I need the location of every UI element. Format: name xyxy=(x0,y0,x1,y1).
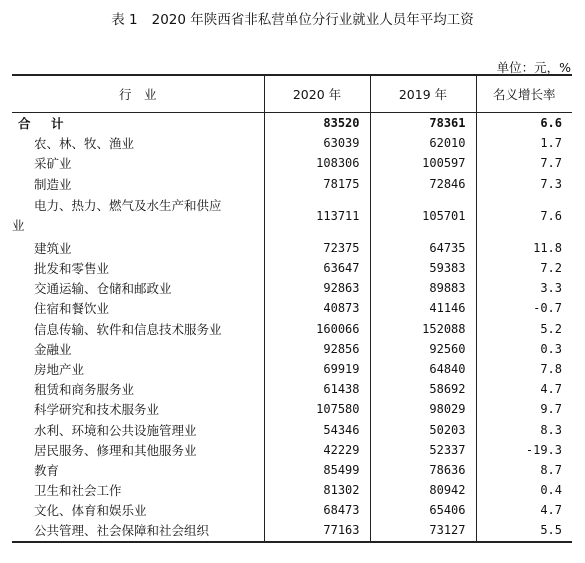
value-2019: 62010 xyxy=(370,133,476,153)
total-row xyxy=(12,113,572,134)
table-row xyxy=(12,298,572,318)
value-2020: 40873 xyxy=(264,298,370,318)
industry-cell: 卫生和社会工作 xyxy=(12,480,264,500)
industry-cell: 教育 xyxy=(12,460,264,480)
value-2019: 50203 xyxy=(370,419,476,439)
total-2020: 83520 xyxy=(264,113,370,134)
industry-cell: 水利、环境和公共设施管理业 xyxy=(12,419,264,439)
growth-rate: -0.7 xyxy=(533,301,562,316)
value-2020: 81302 xyxy=(264,480,370,500)
value-2019: 105701 xyxy=(370,194,476,238)
header-industry: 行 业 xyxy=(12,75,264,113)
table-title xyxy=(0,8,585,28)
growth-rate: 0.3 xyxy=(540,341,562,356)
table-row xyxy=(12,238,572,258)
growth-rate: 7.3 xyxy=(540,176,562,191)
industry-cell: 住宿和餐饮业 xyxy=(12,298,264,318)
header-2019: 2019 年 xyxy=(370,75,476,113)
table-row xyxy=(12,440,572,460)
value-2019: 100597 xyxy=(370,153,476,173)
value-2020: 72375 xyxy=(264,238,370,258)
growth-rate: 5.2 xyxy=(540,321,562,336)
value-2020: 92856 xyxy=(264,339,370,359)
table-row xyxy=(12,133,572,153)
value-2020: 160066 xyxy=(264,319,370,339)
industry-line-1: 电力、热力、燃气及水生产和供应 xyxy=(34,197,222,213)
industry-cell: 信息传输、软件和信息技术服务业 xyxy=(12,319,264,339)
value-2019: 64840 xyxy=(370,359,476,379)
growth-rate: 7.2 xyxy=(540,261,562,276)
unit-note: 单位：元，% xyxy=(496,60,571,75)
value-2020: 92863 xyxy=(264,278,370,298)
total-growth: 6.6 xyxy=(540,116,562,131)
value-2019: 98029 xyxy=(370,399,476,419)
industry-cell: 居民服务、修理和其他服务业 xyxy=(12,440,264,460)
value-2019: 80942 xyxy=(370,480,476,500)
table-row xyxy=(12,278,572,298)
table-title-text: 2020 年陕西省非私营单位分行业就业人员年平均工资 xyxy=(151,12,474,28)
growth-rate: 3.3 xyxy=(540,281,562,296)
industry-cell: 交通运输、仓储和邮政业 xyxy=(12,278,264,298)
table-row xyxy=(12,460,572,480)
industry-cell: 租赁和商务服务业 xyxy=(12,379,264,399)
table-row xyxy=(12,419,572,439)
header-row xyxy=(12,75,572,113)
industry-cell: 批发和零售业 xyxy=(12,258,264,278)
growth-rate: 7.6 xyxy=(540,208,562,223)
growth-rate: 0.4 xyxy=(540,483,562,498)
table-row xyxy=(12,480,572,500)
value-2020: 68473 xyxy=(264,500,370,520)
value-2020: 107580 xyxy=(264,399,370,419)
growth-rate: 8.3 xyxy=(540,422,562,437)
industry-cell xyxy=(12,194,264,238)
industry-cell: 采矿业 xyxy=(12,153,264,173)
value-2020: 63647 xyxy=(264,258,370,278)
table-number: 表 1 xyxy=(111,12,138,28)
growth-rate: 8.7 xyxy=(540,462,562,477)
value-2019: 92560 xyxy=(370,339,476,359)
value-2019: 64735 xyxy=(370,238,476,258)
growth-rate: 4.7 xyxy=(540,382,562,397)
table-row xyxy=(12,339,572,359)
value-2020: 54346 xyxy=(264,419,370,439)
total-2019: 78361 xyxy=(370,113,476,134)
value-2020: 69919 xyxy=(264,359,370,379)
value-2020: 42229 xyxy=(264,440,370,460)
value-2020: 108306 xyxy=(264,153,370,173)
wage-table xyxy=(12,74,572,543)
growth-rate: 11.8 xyxy=(533,240,562,255)
table-row xyxy=(12,319,572,339)
industry-cell: 公共管理、社会保障和社会组织 xyxy=(12,520,264,541)
header-growth: 名义增长率 xyxy=(476,75,572,113)
value-2020: 78175 xyxy=(264,174,370,194)
growth-rate: 9.7 xyxy=(540,402,562,417)
value-2019: 73127 xyxy=(370,520,476,541)
growth-rate: 4.7 xyxy=(540,503,562,518)
table-row xyxy=(12,258,572,278)
value-2019: 41146 xyxy=(370,298,476,318)
table-row xyxy=(12,379,572,399)
table-row xyxy=(12,399,572,419)
industry-cell: 文化、体育和娱乐业 xyxy=(12,500,264,520)
table-row xyxy=(12,174,572,194)
industry-line-2: 业 xyxy=(12,217,25,233)
value-2019: 65406 xyxy=(370,500,476,520)
table-row xyxy=(12,500,572,520)
industry-cell: 建筑业 xyxy=(12,238,264,258)
industry-cell: 房地产业 xyxy=(12,359,264,379)
growth-rate: 5.5 xyxy=(476,520,572,541)
value-2020: 113711 xyxy=(264,194,370,238)
table-row xyxy=(12,520,572,541)
value-2020: 77163 xyxy=(264,520,370,541)
value-2020: 63039 xyxy=(264,133,370,153)
industry-cell: 科学研究和技术服务业 xyxy=(12,399,264,419)
growth-rate: 7.8 xyxy=(540,361,562,376)
value-2020: 61438 xyxy=(264,379,370,399)
total-label: 合 计 xyxy=(12,113,264,134)
value-2020: 85499 xyxy=(264,460,370,480)
value-2019: 89883 xyxy=(370,278,476,298)
growth-rate: -19.3 xyxy=(525,442,562,457)
table-row xyxy=(12,359,572,379)
table-row xyxy=(12,153,572,173)
growth-rate: 7.7 xyxy=(540,156,562,171)
value-2019: 58692 xyxy=(370,379,476,399)
industry-cell: 农、林、牧、渔业 xyxy=(12,133,264,153)
growth-rate: 1.7 xyxy=(540,136,562,151)
table-row xyxy=(12,194,572,238)
value-2019: 72846 xyxy=(370,174,476,194)
value-2019: 152088 xyxy=(370,319,476,339)
header-2020: 2020 年 xyxy=(264,75,370,113)
value-2019: 59383 xyxy=(370,258,476,278)
value-2019: 78636 xyxy=(370,460,476,480)
industry-cell: 制造业 xyxy=(12,174,264,194)
industry-cell: 金融业 xyxy=(12,339,264,359)
value-2019: 52337 xyxy=(370,440,476,460)
